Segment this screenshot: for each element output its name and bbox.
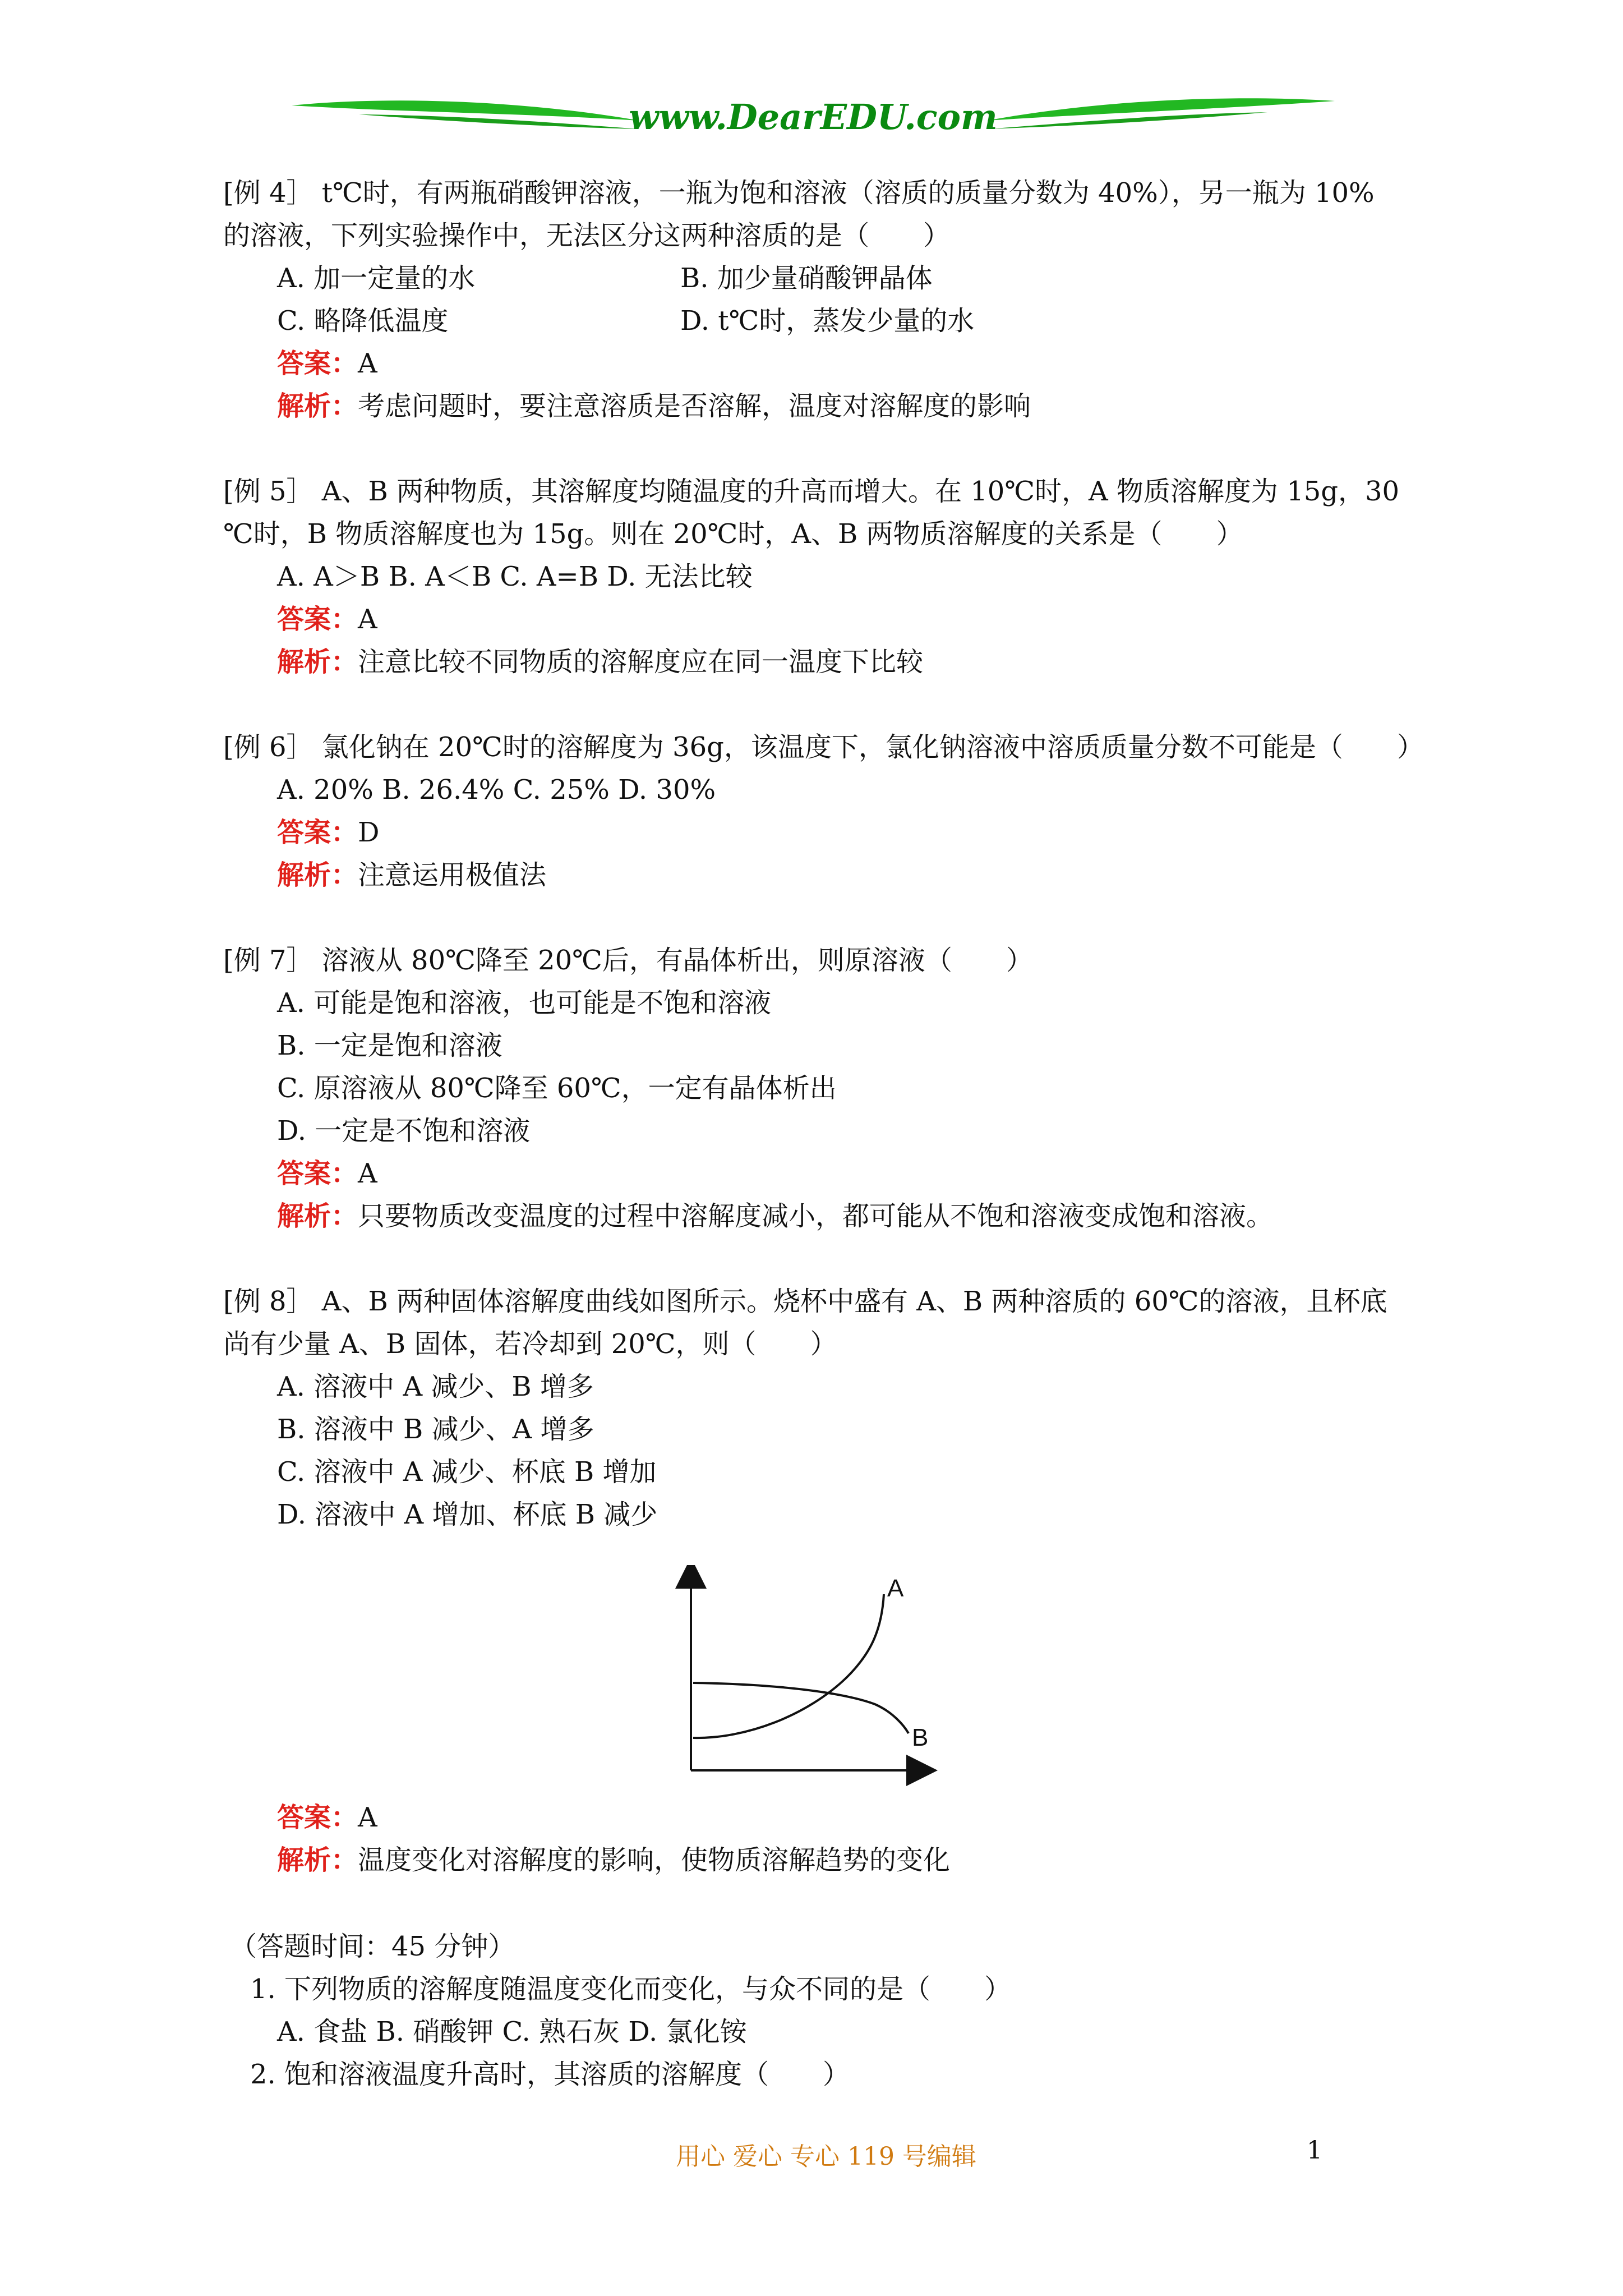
line-text: 注意运用极值法 [358,859,547,891]
text-line [277,1115,530,1147]
text-line [223,945,1033,976]
text-line [223,1286,1387,1317]
line-text: ℃时，B 物质溶解度也为 15g。则在 20℃时，A、B 两物质溶解度的关系是（ ） [223,518,1243,550]
line-text: A. 溶液中 A 减少、B 增多 [277,1371,594,1402]
text-line [277,1414,594,1445]
text-line [277,1456,657,1488]
line-text: 考虑问题时，要注意溶质是否溶解，温度对溶解度的影响 [358,390,1031,422]
line-text: B. 溶液中 B 减少、A 增多 [277,1414,594,1445]
line-text: 只要物质改变温度的过程中溶解度减小，都可能从不饱和溶液变成饱和溶液。 [358,1200,1274,1232]
line-text: 注意比较不同物质的溶解度应在同一温度下比较 [358,646,924,678]
line-text: 温度变化对溶解度的影响，使物质溶解趋势的变化 [358,1844,951,1876]
line-text: D [358,817,380,848]
line-text: A [358,348,377,379]
line-text: A. 20% B. 26.4% C. 25% D. 30% [277,774,716,806]
text-line [250,1973,1011,2005]
line-text: 1. 下列物质的溶解度随温度变化而变化，与众不同的是（ ） [250,1973,1012,2005]
text-line [223,731,1424,763]
line-text: A. 加一定量的水 [277,263,476,294]
answer-label: 答案： [277,1802,358,1833]
line-text: C. 略降低温度 [277,305,449,337]
text-line [277,263,475,294]
text-line [680,305,974,337]
line-text: A. A＞B B. A＜B C. A=B D. 无法比较 [277,561,753,592]
answer-line [277,817,380,848]
analysis-label: 解析： [277,859,358,891]
line-text: A. 可能是饱和溶液，也可能是不饱和溶液 [277,987,772,1019]
line-text: D. t℃时，蒸发少量的水 [680,305,975,337]
answer-line [277,1158,377,1189]
text-line [277,1030,502,1061]
answer-label: 答案： [277,1158,358,1189]
analysis-label: 解析： [277,390,358,422]
line-text: C. 溶液中 A 减少、杯底 B 增加 [277,1456,657,1488]
curve-a [693,1594,884,1738]
text-line [277,987,771,1019]
answer-label: 答案： [277,604,358,635]
curve-a-label: A [887,1575,904,1602]
text-line [230,1931,515,1962]
text-line [277,561,753,592]
text-line [277,1073,837,1104]
line-text: A [358,1158,377,1189]
answer-label: 答案： [277,817,358,848]
analysis-label: 解析： [277,646,358,678]
line-text: [例 7］ 溶液从 80℃降至 20℃后，有晶体析出，则原溶液（ ） [223,945,1033,976]
line-text: A. 食盐 B. 硝酸钾 C. 熟石灰 D. 氯化铵 [277,2016,747,2047]
line-text: 的溶液，下列实验操作中，无法区分这两种溶质的是（ ） [223,220,951,251]
analysis-line [277,1844,950,1876]
text-line [680,263,933,294]
site-name: www.DearEDU.com [629,96,998,137]
footer-text: 用心 爱心 专心 119 号编辑 [676,2142,976,2171]
line-text: D. 溶液中 A 增加、杯底 B 减少 [277,1499,658,1530]
line-text: A [358,604,377,635]
text-line [277,1371,594,1402]
page-number: 1 [1307,2136,1322,2165]
line-text: （答题时间：45 分钟） [230,1931,515,1962]
text-line [223,1328,837,1360]
line-text: 尚有少量 A、B 固体，若冷却到 20℃，则（ ） [223,1328,837,1360]
analysis-line [277,646,923,678]
curve-b-label: B [912,1724,929,1751]
text-line [223,177,1375,209]
analysis-line [277,1200,1273,1232]
curve-b [693,1683,909,1733]
analysis-label: 解析： [277,1200,358,1232]
analysis-label: 解析： [277,1844,358,1876]
text-line [223,518,1243,550]
answer-line [277,1802,377,1833]
line-text: [例 4］ t℃时，有两瓶硝酸钾溶液，一瓶为饱和溶液（溶质的质量分数为 40%），另一瓶为 10% [223,177,1375,209]
text-line [277,305,449,337]
text-line [277,2016,747,2047]
line-text: [例 6］ 氯化钠在 20℃时的溶解度为 36g，该温度下，氯化钠溶液中溶质质量分数不可能是（ ） [223,731,1424,763]
line-text: B. 一定是饱和溶液 [277,1030,502,1061]
answer-line [277,604,377,635]
text-line [223,220,950,251]
line-text: B. 加少量硝酸钾晶体 [680,263,933,294]
analysis-line [277,859,546,891]
solubility-curve-figure [662,1565,965,1789]
text-line [277,1499,657,1530]
line-text: [例 5］ A、B 两种物质，其溶解度均随温度的升高而增大。在 10℃时，A 物质溶解度为 15g，30 [223,476,1400,507]
line-text: C. 原溶液从 80℃降至 60℃，一定有晶体析出 [277,1073,837,1104]
answer-label: 答案： [277,348,358,379]
line-text: 2. 饱和溶液温度升高时，其溶质的溶解度（ ） [250,2059,850,2090]
analysis-line [277,390,1031,422]
header-logo [292,90,1335,151]
answer-line [277,348,377,379]
text-line [250,2059,850,2090]
text-line [277,774,716,806]
line-text: A [358,1802,377,1833]
text-line [223,476,1399,507]
line-text: [例 8］ A、B 两种固体溶解度曲线如图所示。烧杯中盛有 A、B 两种溶质的 60℃的溶液，且杯底 [223,1286,1387,1317]
line-text: D. 一定是不饱和溶液 [277,1115,531,1147]
